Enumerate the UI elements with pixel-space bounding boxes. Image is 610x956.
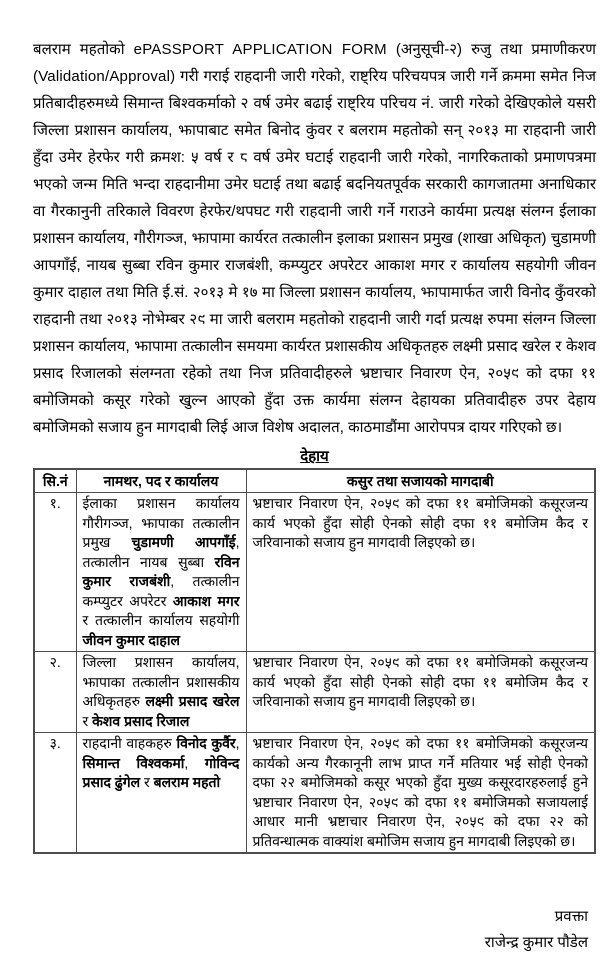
text-segment: ईलाका प्रशासन कार्यालय गौरीगञ्ज, झापाका तत्कालीन प्रमुख bbox=[82, 495, 240, 550]
text-segment: र तत्कालीन कार्यालय सहयोगी bbox=[82, 612, 240, 628]
signature-block bbox=[33, 904, 596, 956]
text-segment: , bbox=[184, 754, 205, 771]
serial-number-cell: ३. bbox=[34, 733, 76, 854]
text-segment: राहदानी वाहकहरु bbox=[82, 735, 177, 751]
latin-text-segment: ePASSPORT APPLICATION FORM bbox=[133, 41, 387, 58]
person-name-bold: लक्ष्मी प्रसाद खरेल bbox=[145, 693, 240, 709]
person-name-bold: विनोद कुर्वैर bbox=[176, 735, 236, 751]
text-segment: गरी गराई राहदानी जारी गरेको, राष्ट्रिय परिचयपत्र जारी गर्ने क्रममा समेत निज प्रतिबादीहरुमध्ये सिमान्त बिश्वकर्माको २ वर्ष उमेर बढाई राष्ट्रिय परिचय नं. जारी गरेको देखिएकोले यसरी जिल्ला प्रशासन कार्यालय, झापाबाट समेत बिनोद कुंवर र बलराम महतोको सन् २०१३ मा राहदानी जारी हुँदा उमेर हेरफेर गरी क्रमश: ५ वर्ष र ८ वर्ष उमेर घटाई राहदानी जारी गरेको, नागरिकताको प्रमाणपत्रमा भएको जन्म मिति भन्दा राहदानीमा उमेर घटाई तथा बढाई बदनियतपूर्वक सरकारी कागजातमा अनाधिकार वा गैरकानुनी तरिकाले विवरण हेरफेर/थपघट गरी राहदानी जारी गर्ने गराउने कार्यमा प्रत्यक्ष संलग्न ईलाका प्रशासन कार्यालय, गौरीगञ्ज, झापामा कार्यरत तत्कालीन इलाका प्रशासन प्रमुख (शाखा अधिकृत) चुडामणी आपगाँई, नायब सुब्बा रविन कुमार राजबंशी, कम्प्युटर अपरेटर आकाश मगर र कार्यालय सहयोगी जीवन कुमार दाहाल तथा मिति ई.सं. २०१३ मे १७ मा जिल्ला प्रशासन कार्यालय, झापामार्फत जारी विनोद कुँवरको राहदानी तथा २०१३ नोभेम्बर २९ मा जारी बलराम महतोको राहदानी जारी गर्दा प्रत्यक्ष रुपमा संलग्न जिल्ला प्रशासन कार्यालय, झापामा तत्कालीन समयमा कार्यरत प्रशासकीय अधिकृतहरु लक्ष्मी प्रसाद खरेल र केशव प्रसाद रिजालको संलग्नता रहेको तथा निज प्रतिवादीहरुले भ्रष्टाचार निवारण ऐन, २०५९ को दफा ११ बमोजिमको कसूर गरेको खुल्न आएको हुँदा उक्त कार्यमा संलग्न देहायका प्रतिवादीहरु उपर देहाय बमोजिमको सजाय हुन मागदाबी लिई आज विशेष अदालत, काठमाडौंमा आरोपपत्र दायर गरिएको छ। bbox=[33, 68, 596, 436]
header-offense-punishment: कसुर तथा सजायको मागदाबी bbox=[246, 469, 595, 493]
table-header-row bbox=[34, 469, 595, 493]
person-name-bold: बलराम महतो bbox=[153, 774, 221, 790]
text-segment: बलराम महतोको bbox=[33, 41, 134, 58]
name-post-office-cell bbox=[76, 733, 246, 854]
person-name-bold: गोविन्द प्रसाद ढुंगेल bbox=[82, 754, 240, 790]
header-serial-number: सि.नं bbox=[34, 469, 76, 493]
person-name-bold: चुडामणी आपगाँई bbox=[131, 534, 236, 550]
latin-text-segment: (Validation/Approval) bbox=[33, 68, 176, 85]
person-name-bold: जीवन कुमार दाहाल bbox=[82, 631, 180, 648]
person-name-bold: रविन कुमार राजबंशी bbox=[82, 553, 240, 589]
serial-number-cell: १. bbox=[34, 493, 76, 652]
dehaya-heading-row bbox=[33, 446, 596, 466]
defendants-table bbox=[33, 468, 596, 854]
text-segment: र bbox=[140, 774, 154, 790]
defendants-table-body bbox=[34, 493, 595, 854]
spokesperson-name: राजेन्द्र कुमार पौडेल bbox=[484, 934, 588, 951]
offense-punishment-cell: भ्रष्टाचार निवारण ऐन, २०५९ को दफा ११ बमोजिमको कसूरजन्य कार्य भएको हुँदा सोही ऐनको सोही दफा ११ बमोजिम कैद र जरिवानाको सजाय हुन मागदावी लिइएको छ। bbox=[246, 493, 595, 652]
table-row bbox=[34, 733, 595, 854]
text-segment: , bbox=[235, 735, 240, 751]
table-row bbox=[34, 652, 595, 733]
name-post-office-cell bbox=[76, 493, 246, 652]
person-name-bold: आकाश मगर bbox=[172, 592, 240, 609]
text-segment: , तत्कालीन नायब सुब्बा bbox=[82, 534, 240, 570]
intro-paragraph bbox=[33, 36, 596, 441]
spokesperson-title: प्रवक्ता bbox=[554, 908, 588, 925]
text-segment: जिल्ला प्रशासन कार्यालय, झापाका तत्कालीन प्रशासकीय अधिकृतहरु bbox=[82, 654, 240, 709]
text-segment: , तत्कालीन कम्प्युटर अपरेटर bbox=[82, 573, 240, 609]
offense-punishment-cell: भ्रष्टाचार निवारण ऐन, २०५९ को दफा ११ बमोजिमको कसूरजन्य कार्य भएको हुँदा सोही ऐनको सोही दफा ११ बमोजिम कैद र जरिवानाको सजाय हुन मागदावी लिइएको छ। bbox=[246, 652, 595, 733]
text-segment: र bbox=[82, 712, 93, 729]
person-name-bold: सिमान्त विश्वकर्मा bbox=[82, 754, 185, 771]
header-name-post-office: नामथर, पद र कार्यालय bbox=[76, 469, 246, 493]
offense-punishment-cell: भ्रष्टाचार निवारण ऐन, २०५९ को दफा ११ बमोजिमको कसूरजन्य कार्यको अन्य गैरकानूनी लाभ प्राप्त गर्ने मतियार भई सोही ऐनको दफा २२ बमोजिमको कसूर भएको हुँदा मुख्य कसूरदारहरुलाई हुने भ्रष्टाचार निवारण ऐन, २०५९ को दफा ११ बमोजिमको सजायलाई आधार मानी भ्रष्टाचार निवारण ऐन, २०५९ को दफा २२ को प्रतिवन्धात्मक वाक्यांश बमोजिम सजाय हुन मागदाबी लिइएको छ। bbox=[246, 733, 595, 854]
name-post-office-cell bbox=[76, 652, 246, 733]
serial-number-cell: २. bbox=[34, 652, 76, 733]
dehaya-heading: देहाय bbox=[300, 448, 329, 465]
table-row bbox=[34, 493, 595, 652]
text-segment: (अनुसूची-२) रुजु तथा प्रमाणीकरण bbox=[386, 41, 596, 58]
person-name-bold: केशव प्रसाद रिजाल bbox=[92, 712, 190, 729]
